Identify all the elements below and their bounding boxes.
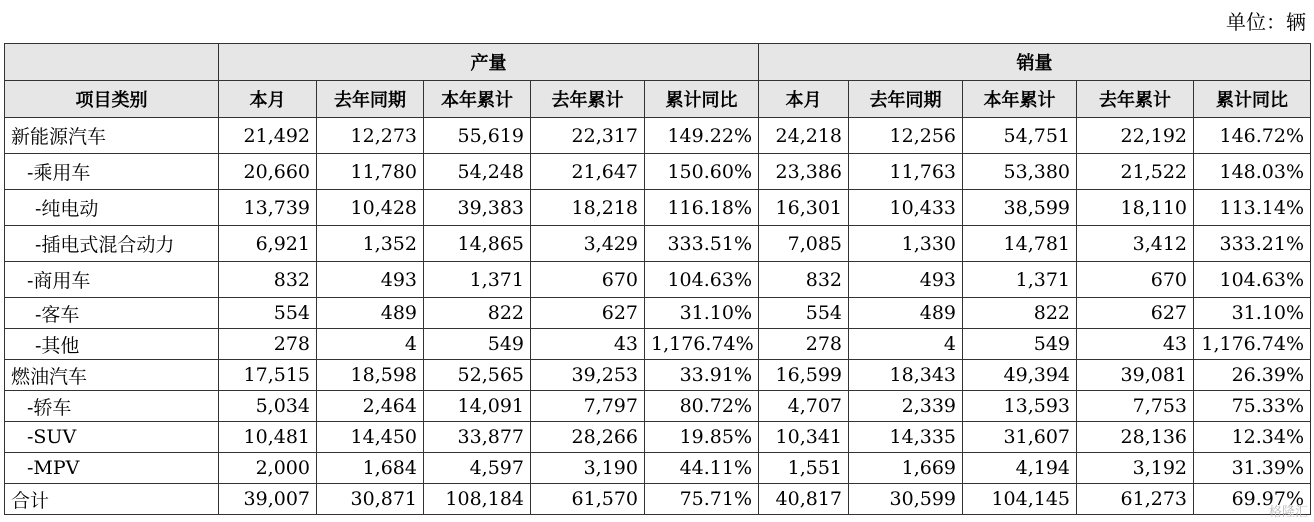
table-row xyxy=(5,360,1311,391)
table-cell: 22,317 xyxy=(531,118,645,154)
watermark-label: 格隆汇 xyxy=(1268,505,1308,520)
table-row-total xyxy=(5,484,1311,515)
table-cell: 2,464 xyxy=(317,391,424,422)
table-cell: 39,383 xyxy=(424,190,531,226)
row-label: 新能源汽车 xyxy=(5,118,219,154)
table-cell: 2,339 xyxy=(849,391,963,422)
table-cell: 44.11% xyxy=(645,453,759,484)
row-label: -MPV xyxy=(5,453,219,484)
production-sales-table xyxy=(4,43,1311,515)
table-cell: 1,371 xyxy=(424,262,531,298)
table-cell: 3,190 xyxy=(531,453,645,484)
table-cell: 16,599 xyxy=(759,360,849,391)
table-cell: 1,176.74% xyxy=(645,329,759,360)
table-cell: 18,343 xyxy=(849,360,963,391)
row-label: -客车 xyxy=(5,298,219,329)
table-cell: 113.14% xyxy=(1194,190,1311,226)
table-cell: 12,256 xyxy=(849,118,963,154)
table-cell: 13,739 xyxy=(219,190,317,226)
table-cell: 489 xyxy=(317,298,424,329)
table-cell: 627 xyxy=(531,298,645,329)
table-cell: 116.18% xyxy=(645,190,759,226)
row-label: -乘用车 xyxy=(5,154,219,190)
table-cell: 33,877 xyxy=(424,422,531,453)
table-cell: 18,218 xyxy=(531,190,645,226)
table-cell: 11,780 xyxy=(317,154,424,190)
table-cell: 38,599 xyxy=(963,190,1077,226)
table-cell: 627 xyxy=(1077,298,1194,329)
col-sales-ytd: 本年累计 xyxy=(963,81,1077,118)
col-prod-yoy: 累计同比 xyxy=(645,81,759,118)
table-cell: 554 xyxy=(759,298,849,329)
table-cell: 11,763 xyxy=(849,154,963,190)
table-cell: 31.10% xyxy=(645,298,759,329)
table-cell: 14,091 xyxy=(424,391,531,422)
table-cell: 69.97% xyxy=(1194,484,1311,515)
table-cell: 26.39% xyxy=(1194,360,1311,391)
table-cell: 80.72% xyxy=(645,391,759,422)
table-cell: 61,570 xyxy=(531,484,645,515)
table-cell: 13,593 xyxy=(963,391,1077,422)
table-cell: 14,865 xyxy=(424,226,531,262)
table-cell: 4,194 xyxy=(963,453,1077,484)
table-cell: 17,515 xyxy=(219,360,317,391)
table-row xyxy=(5,298,1311,329)
col-sales-yoy: 累计同比 xyxy=(1194,81,1311,118)
table-cell: 1,669 xyxy=(849,453,963,484)
table-cell: 104.63% xyxy=(1194,262,1311,298)
table-cell: 40,817 xyxy=(759,484,849,515)
table-cell: 30,871 xyxy=(317,484,424,515)
row-label: -SUV xyxy=(5,422,219,453)
row-label: -纯电动 xyxy=(5,190,219,226)
table-cell: 10,433 xyxy=(849,190,963,226)
row-label: 燃油汽车 xyxy=(5,360,219,391)
table-cell: 104,145 xyxy=(963,484,1077,515)
table-cell: 1,684 xyxy=(317,453,424,484)
table-row xyxy=(5,262,1311,298)
table-cell: 148.03% xyxy=(1194,154,1311,190)
table-cell: 75.33% xyxy=(1194,391,1311,422)
col-sales-lastyear: 去年同期 xyxy=(849,81,963,118)
table-row xyxy=(5,154,1311,190)
unit-label: 单位：辆 xyxy=(1226,10,1306,34)
table-cell: 24,218 xyxy=(759,118,849,154)
table-cell: 18,110 xyxy=(1077,190,1194,226)
table-cell: 832 xyxy=(219,262,317,298)
row-label: -插电式混合动力 xyxy=(5,226,219,262)
table-cell: 493 xyxy=(317,262,424,298)
table-cell: 146.72% xyxy=(1194,118,1311,154)
table-cell: 108,184 xyxy=(424,484,531,515)
column-header-row xyxy=(5,81,1311,118)
col-prod-lastytd: 去年累计 xyxy=(531,81,645,118)
table-cell: 1,371 xyxy=(963,262,1077,298)
table-cell: 54,751 xyxy=(963,118,1077,154)
table-cell: 333.21% xyxy=(1194,226,1311,262)
table-cell: 4,597 xyxy=(424,453,531,484)
col-prod-month: 本月 xyxy=(219,81,317,118)
table-cell: 489 xyxy=(849,298,963,329)
table-cell: 53,380 xyxy=(963,154,1077,190)
table-cell: 30,599 xyxy=(849,484,963,515)
table-cell: 7,085 xyxy=(759,226,849,262)
table-cell: 7,753 xyxy=(1077,391,1194,422)
table-cell: 20,660 xyxy=(219,154,317,190)
row-label: -轿车 xyxy=(5,391,219,422)
row-label: -商用车 xyxy=(5,262,219,298)
col-sales-month: 本月 xyxy=(759,81,849,118)
table-cell: 278 xyxy=(759,329,849,360)
table-cell: 670 xyxy=(1077,262,1194,298)
table-cell: 22,192 xyxy=(1077,118,1194,154)
table-row xyxy=(5,422,1311,453)
group-production: 产量 xyxy=(219,44,759,81)
table-cell: 19.85% xyxy=(645,422,759,453)
group-header-row xyxy=(5,44,1311,81)
table-cell: 3,412 xyxy=(1077,226,1194,262)
table-cell: 549 xyxy=(963,329,1077,360)
col-prod-ytd: 本年累计 xyxy=(424,81,531,118)
table-cell: 21,647 xyxy=(531,154,645,190)
table-cell: 3,192 xyxy=(1077,453,1194,484)
col-prod-lastyear: 去年同期 xyxy=(317,81,424,118)
table-row xyxy=(5,190,1311,226)
table-cell: 4 xyxy=(849,329,963,360)
corner-cell xyxy=(5,44,219,81)
table-cell: 150.60% xyxy=(645,154,759,190)
table-cell: 31.10% xyxy=(1194,298,1311,329)
table-cell: 822 xyxy=(424,298,531,329)
table-cell: 33.91% xyxy=(645,360,759,391)
table-cell: 6,921 xyxy=(219,226,317,262)
table-row xyxy=(5,329,1311,360)
table-cell: 1,551 xyxy=(759,453,849,484)
table-cell: 832 xyxy=(759,262,849,298)
table-cell: 39,007 xyxy=(219,484,317,515)
table-cell: 31,607 xyxy=(963,422,1077,453)
table-cell: 12.34% xyxy=(1194,422,1311,453)
col-sales-lastytd: 去年累计 xyxy=(1077,81,1194,118)
table-cell: 31.39% xyxy=(1194,453,1311,484)
table-cell: 28,136 xyxy=(1077,422,1194,453)
table-row xyxy=(5,226,1311,262)
table-cell: 333.51% xyxy=(645,226,759,262)
table-cell: 28,266 xyxy=(531,422,645,453)
table-cell: 61,273 xyxy=(1077,484,1194,515)
table-cell: 21,522 xyxy=(1077,154,1194,190)
table-cell: 54,248 xyxy=(424,154,531,190)
table-cell: 670 xyxy=(531,262,645,298)
table-cell: 10,341 xyxy=(759,422,849,453)
table-cell: 5,034 xyxy=(219,391,317,422)
table-cell: 23,386 xyxy=(759,154,849,190)
table-cell: 4,707 xyxy=(759,391,849,422)
table-cell: 4 xyxy=(317,329,424,360)
table-cell: 2,000 xyxy=(219,453,317,484)
table-cell: 18,598 xyxy=(317,360,424,391)
table-cell: 14,450 xyxy=(317,422,424,453)
table-cell: 16,301 xyxy=(759,190,849,226)
table-row xyxy=(5,391,1311,422)
table-cell: 822 xyxy=(963,298,1077,329)
table-cell: 3,429 xyxy=(531,226,645,262)
table-cell: 10,428 xyxy=(317,190,424,226)
table-cell: 549 xyxy=(424,329,531,360)
col-category: 项目类别 xyxy=(5,81,219,118)
table-cell: 149.22% xyxy=(645,118,759,154)
table-cell: 21,492 xyxy=(219,118,317,154)
row-label: 合计 xyxy=(5,484,219,515)
table-cell: 12,273 xyxy=(317,118,424,154)
table-cell: 1,176.74% xyxy=(1194,329,1311,360)
table-cell: 278 xyxy=(219,329,317,360)
table-cell: 554 xyxy=(219,298,317,329)
table-row xyxy=(5,118,1311,154)
table-cell: 49,394 xyxy=(963,360,1077,391)
table-cell: 1,330 xyxy=(849,226,963,262)
table-row xyxy=(5,453,1311,484)
table-cell: 39,081 xyxy=(1077,360,1194,391)
table-cell: 55,619 xyxy=(424,118,531,154)
table-cell: 104.63% xyxy=(645,262,759,298)
table-cell: 52,565 xyxy=(424,360,531,391)
table-cell: 75.71% xyxy=(645,484,759,515)
table-cell: 10,481 xyxy=(219,422,317,453)
table-cell: 14,335 xyxy=(849,422,963,453)
table-cell: 14,781 xyxy=(963,226,1077,262)
table-cell: 39,253 xyxy=(531,360,645,391)
table-cell: 43 xyxy=(531,329,645,360)
table-cell: 7,797 xyxy=(531,391,645,422)
row-label: -其他 xyxy=(5,329,219,360)
table-cell: 1,352 xyxy=(317,226,424,262)
table-cell: 493 xyxy=(849,262,963,298)
group-sales: 销量 xyxy=(759,44,1311,81)
table-cell: 43 xyxy=(1077,329,1194,360)
